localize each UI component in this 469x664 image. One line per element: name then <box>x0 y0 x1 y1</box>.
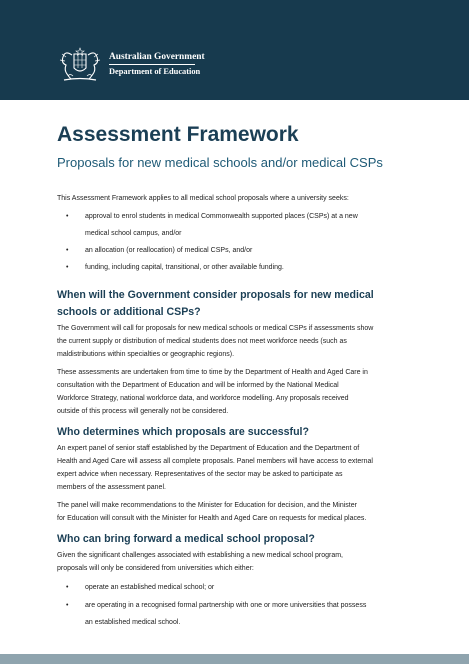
list-item: an allocation (or reallocation) of medical CSPs, and/or <box>85 247 253 254</box>
list-item: funding, including capital, transitional, or other available funding. <box>85 264 284 271</box>
paragraph-line: members of the assessment panel. <box>57 484 166 491</box>
government-name: Australian Government <box>109 52 205 62</box>
coat-of-arms-icon <box>56 46 104 84</box>
bullet-icon: • <box>66 213 69 220</box>
paragraph-line: outside of this process will generally not be considered. <box>57 408 229 415</box>
bullet-icon: • <box>66 584 69 591</box>
list-item: approval to enrol students in medical Commonwealth supported places (CSPs) at a new <box>85 213 358 220</box>
paragraph-line: maldistributions within specialties or geographic regions). <box>57 351 235 358</box>
header-banner <box>0 0 469 100</box>
page-title: Assessment Framework <box>57 123 299 146</box>
paragraph-line: An expert panel of senior staff established by the Department of Education and the Department of <box>57 445 360 452</box>
intro-paragraph: This Assessment Framework applies to all medical school proposals where a university seeks: <box>57 195 349 202</box>
paragraph-line: Health and Aged Care will assess all complete proposals. Panel members will have access to external <box>57 458 373 465</box>
list-item: operate an established medical school; or <box>85 584 215 591</box>
page-subtitle: Proposals for new medical schools and/or medical CSPs <box>57 155 383 170</box>
department-name: Department of Education <box>109 67 201 76</box>
paragraph-line: the current supply or distribution of medical students does not meet workforce needs (such as <box>57 338 347 345</box>
paragraph-line: These assessments are undertaken from time to time by the Department of Health and Aged Care in <box>57 369 368 376</box>
paragraph-line: Given the significant challenges associated with establishing a new medical school program, <box>57 552 343 559</box>
footer-bar <box>0 654 469 664</box>
paragraph-line: proposals will only be considered from universities which either: <box>57 565 254 572</box>
list-item-continuation: an established medical school. <box>85 619 181 626</box>
paragraph-line: for Education will consult with the Minister for Health and Aged Care on requests for medical places. <box>57 515 367 522</box>
paragraph-line: Workforce Strategy, national workforce data, and workforce modelling. Any proposals received <box>57 395 349 402</box>
list-item: are operating in a recognised formal partnership with one or more universities that possess <box>85 602 367 609</box>
list-item-continuation: medical school campus, and/or <box>85 230 182 237</box>
section-heading: When will the Government consider proposals for new medical <box>57 289 374 301</box>
bullet-icon: • <box>66 602 69 609</box>
paragraph-line: The panel will make recommendations to the Minister for Education for decision, and the Minister <box>57 502 357 509</box>
paragraph-line: The Government will call for proposals for new medical schools or medical CSPs if assessments show <box>57 325 374 332</box>
section-heading: schools or additional CSPs? <box>57 306 201 318</box>
section-heading: Who determines which proposals are successful? <box>57 426 309 438</box>
section-heading: Who can bring forward a medical school proposal? <box>57 533 315 545</box>
paragraph-line: consultation with the Department of Education and will be informed by the National Medical <box>57 382 339 389</box>
bullet-icon: • <box>66 247 69 254</box>
paragraph-line: expert advice when necessary. Representatives of the sector may be asked to participate as <box>57 471 343 478</box>
bullet-icon: • <box>66 264 69 271</box>
header-divider <box>109 64 195 65</box>
